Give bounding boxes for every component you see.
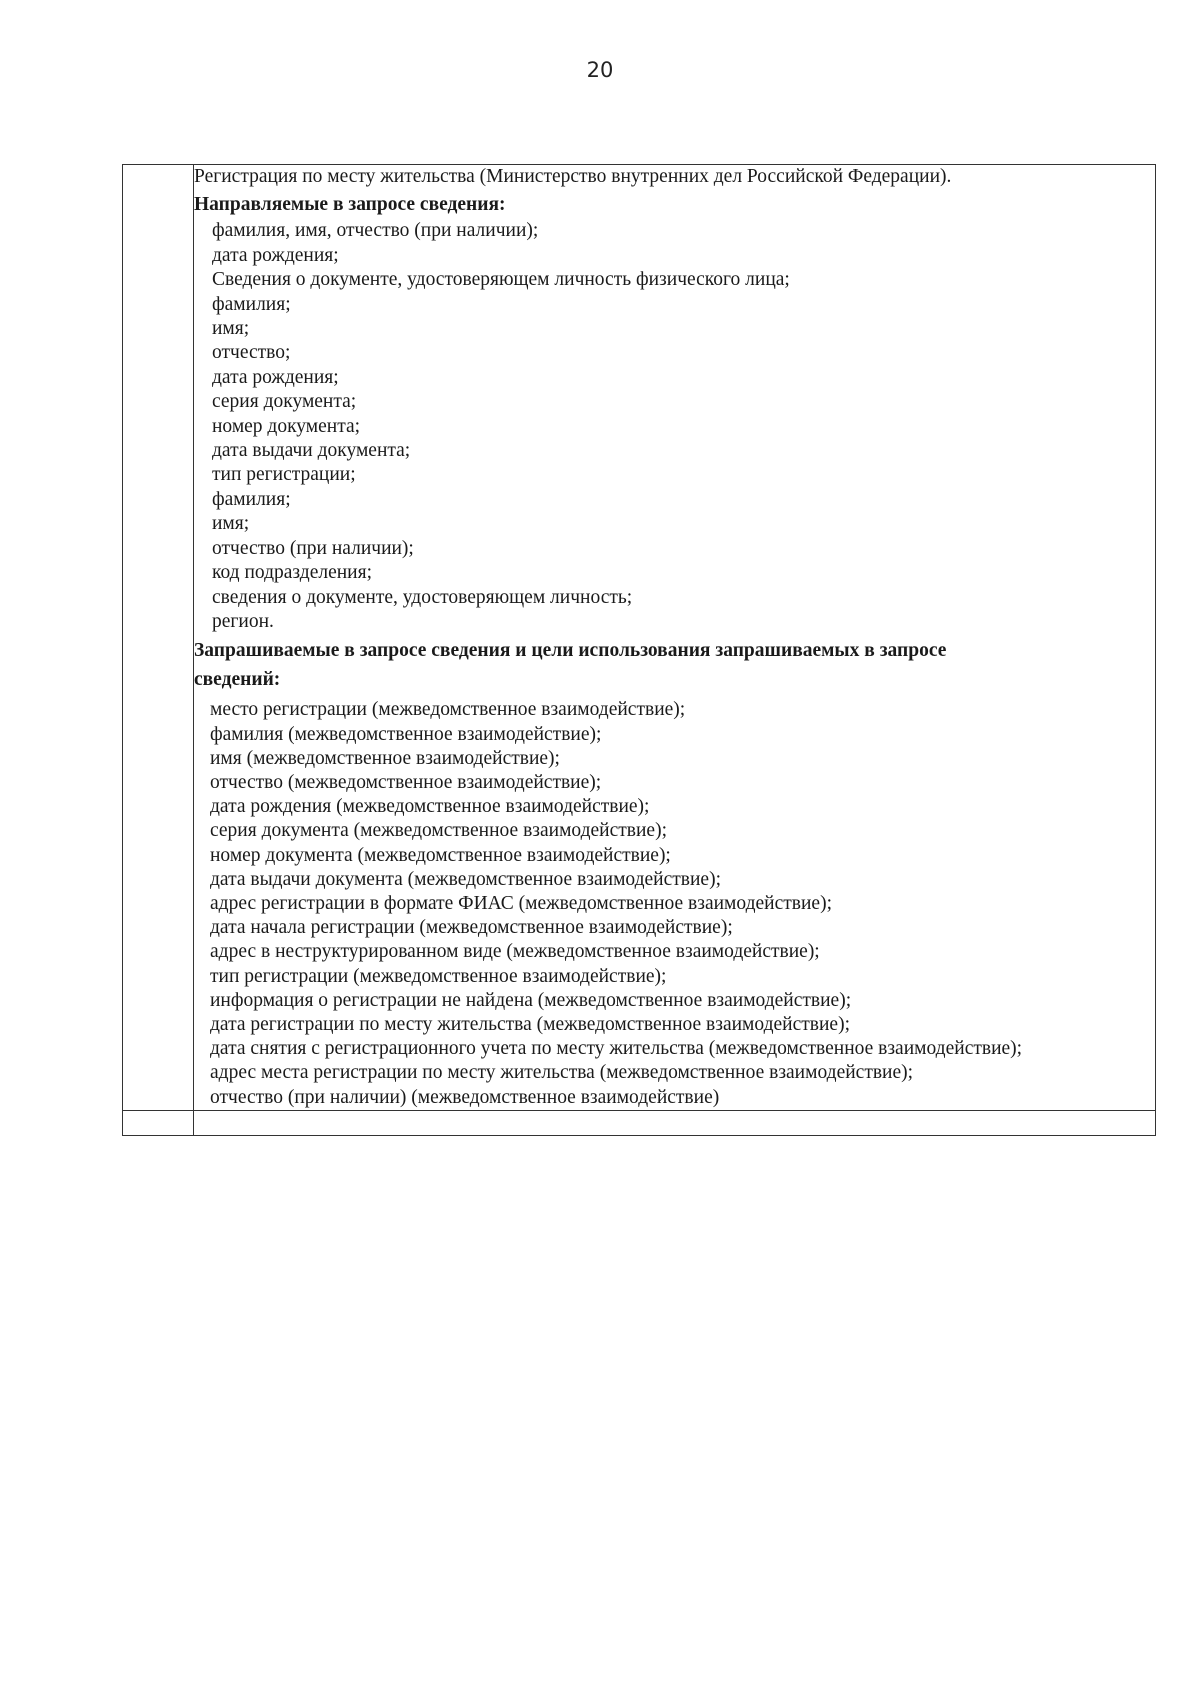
list-item: Сведения о документе, удостоверяющем личность физического лица; (212, 269, 790, 291)
list-item: имя; (212, 318, 250, 340)
list-item: код подразделения; (212, 562, 372, 584)
list-item: адрес в неструктурированном виде (межведомственное взаимодействие); (210, 941, 820, 963)
list-item: дата рождения; (212, 366, 339, 388)
list-item: отчество (межведомственное взаимодействие); (210, 771, 602, 793)
list-item: фамилия (межведомственное взаимодействие); (210, 723, 602, 745)
list-item: место регистрации (межведомственное взаимодействие); (210, 699, 686, 721)
list-item: дата выдачи документа; (212, 440, 411, 462)
list-item: дата регистрации по месту жительства (межведомственное взаимодействие); (210, 1013, 850, 1035)
empty-number-cell (123, 1110, 194, 1135)
list-item: номер документа; (212, 415, 361, 437)
list-item: дата начала регистрации (межведомственное взаимодействие); (210, 917, 733, 939)
requested-heading-line1: Запрашиваемые в запросе сведения и цели использования запрашиваемых в запросе (194, 640, 947, 662)
page-number: 20 (586, 58, 614, 82)
requested-heading-line2: сведений: (194, 669, 281, 691)
table-row-empty (123, 1110, 1156, 1135)
list-item: дата выдачи документа (межведомственное взаимодействие); (210, 868, 721, 890)
document-table (122, 164, 1156, 1136)
list-item: сведения о документе, удостоверяющем личность; (212, 586, 633, 608)
list-item: отчество; (212, 342, 291, 364)
empty-content-cell (194, 1110, 1156, 1135)
list-item: имя; (212, 513, 250, 535)
sent-data-heading: Направляемые в запросе сведения: (194, 194, 506, 216)
list-item: информация о регистрации не найдена (межведомственное взаимодействие); (210, 989, 852, 1011)
list-item: регион. (212, 610, 274, 632)
table-row (123, 165, 1156, 1111)
list-item: тип регистрации (межведомственное взаимодействие); (210, 965, 667, 987)
list-item: фамилия; (212, 293, 291, 315)
list-item: отчество (при наличии); (212, 537, 414, 559)
sent-data-list (194, 219, 1155, 634)
service-title: Регистрация по месту жительства (Министерство внутренних дел Российской Федерации). (194, 166, 952, 187)
list-item: фамилия; (212, 488, 291, 510)
list-item: имя (межведомственное взаимодействие); (210, 747, 560, 769)
list-item: тип регистрации; (212, 464, 356, 486)
requested-data-list (194, 698, 1155, 1109)
list-item: фамилия, имя, отчество (при наличии); (212, 220, 539, 242)
list-item: адрес места регистрации по месту жительства (межведомственное взаимодействие); (210, 1062, 914, 1084)
list-item: адрес регистрации в формате ФИАС (межведомственное взаимодействие); (210, 892, 832, 914)
list-item: дата рождения; (212, 244, 339, 266)
list-item: серия документа (межведомственное взаимодействие); (210, 820, 667, 842)
list-item: отчество (при наличии) (межведомственное взаимодействие) (210, 1086, 720, 1108)
list-item: серия документа; (212, 391, 357, 413)
content-cell (194, 165, 1156, 1111)
list-item: дата снятия с регистрационного учета по месту жительства (межведомственное взаимодействие); (210, 1038, 1023, 1060)
requested-data-heading (194, 636, 1155, 694)
list-item: номер документа (межведомственное взаимодействие); (210, 844, 671, 866)
row-number-cell (123, 165, 194, 1111)
list-item: дата рождения (межведомственное взаимодействие); (210, 796, 650, 818)
